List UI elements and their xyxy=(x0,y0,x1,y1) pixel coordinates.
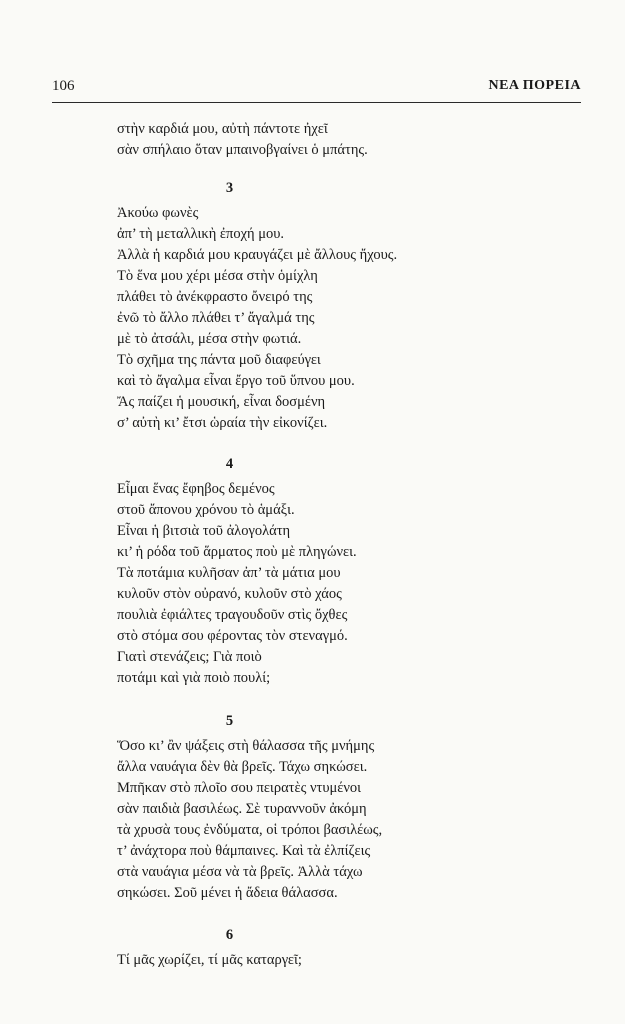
poem-line: τ’ ἀνάχτορα ποὺ θάμπαινες. Καὶ τὰ ἐλπίζεις xyxy=(117,843,371,859)
poem-line: Τὸ σχῆμα της πάντα μοῦ διαφεύγει xyxy=(117,352,321,368)
poem-line: Τὸ ἕνα μου χέρι μέσα στὴν ὁμίχλη xyxy=(117,268,318,284)
poem-line: στὴν καρδιά μου, αὐτὴ πάντοτε ἠχεῖ xyxy=(117,121,328,137)
poem-line: πλάθει τὸ ἀνέκφραστο ὄνειρό της xyxy=(117,289,313,305)
running-header xyxy=(52,78,581,103)
section-number: 5 xyxy=(225,713,234,729)
page-number: 106 xyxy=(52,78,75,94)
section-number: 3 xyxy=(225,180,234,196)
poem-line: Ἀλλὰ ἡ καρδιά μου κραυγάζει μὲ ἄλλους ἤχους. xyxy=(117,247,398,263)
poem-line: Εἶμαι ἕνας ἔφηβος δεμένος xyxy=(117,481,275,497)
section-4-stanza xyxy=(117,479,597,689)
poem-line: σ’ αὐτὴ κι’ ἔτσι ὡραία τὴν εἰκονίζει. xyxy=(117,415,328,431)
section-number: 4 xyxy=(225,456,234,472)
section-5-stanza xyxy=(117,736,597,904)
poem-line: ἄλλα ναυάγια δὲν θὰ βρεῖς. Τάχω σηκώσει. xyxy=(117,759,368,775)
poem-line: σὰν σπήλαιο ὅταν μπαινοβγαίνει ὁ μπάτης. xyxy=(117,142,368,158)
poem-line: Εἶναι ἡ βιτσιὰ τοῦ ἀλογολάτη xyxy=(117,523,291,539)
section-6-stanza xyxy=(117,950,597,971)
poem-line: σηκώσει. Σοῦ μένει ἡ ἄδεια θάλασσα. xyxy=(117,885,338,901)
poem-line: Τί μᾶς χωρίζει, τί μᾶς καταργεῖ; xyxy=(117,952,302,968)
section-number: 6 xyxy=(225,927,234,943)
poem-line: ἀπ’ τὴ μεταλλικὴ ἐποχή μου. xyxy=(117,226,285,242)
poem-line: στὸ στόμα σου φέροντας τὸν στεναγμό. xyxy=(117,628,348,644)
poem-line: καὶ τὸ ἄγαλμα εἶναι ἔργο τοῦ ὕπνου μου. xyxy=(117,373,355,389)
poem-line: Μπῆκαν στὸ πλοῖο σου πειρατὲς ντυμένοι xyxy=(117,780,362,796)
poem-body xyxy=(117,119,597,971)
poem-line: τὰ χρυσὰ τους ἐνδύματα, οἱ τρόποι βασιλέως, xyxy=(117,822,383,838)
poem-line: κυλοῦν στὸν οὐρανό, κυλοῦν στὸ χάος xyxy=(117,586,342,602)
poem-line: στοῦ ἄπονου χρόνου τὸ ἁμάξι. xyxy=(117,502,295,518)
poem-line: Τὰ ποτάμια κυλῆσαν ἀπ’ τὰ μάτια μου xyxy=(117,565,341,581)
poem-line: πουλιὰ ἐφιάλτες τραγουδοῦν στὶς ὄχθες xyxy=(117,607,348,623)
section-3-stanza xyxy=(117,203,597,434)
journal-title: ΝΕΑ ΠΟΡΕΙΑ xyxy=(488,78,581,93)
poem-line: Ἄς παίζει ἡ μουσική, εἶναι δοσμένη xyxy=(117,394,326,410)
poem-line: κι’ ἡ ρόδα τοῦ ἅρματος ποὺ μὲ πληγώνει. xyxy=(117,544,357,560)
poem-line: Ἀκούω φωνὲς xyxy=(117,205,199,221)
poem-line: Γιατὶ στενάζεις; Γιὰ ποιὸ xyxy=(117,649,262,665)
poem-line: ἐνῶ τὸ ἄλλο πλάθει τ’ ἄγαλμά της xyxy=(117,310,315,326)
poem-line: στὰ ναυάγια μέσα νὰ τὰ βρεῖς. Ἀλλὰ τάχω xyxy=(117,864,363,880)
opening-stanza xyxy=(117,119,597,161)
poem-line: μὲ τὸ ἀτσάλι, μέσα στὴν φωτιά. xyxy=(117,331,302,347)
poem-line: Ὅσο κι’ ἂν ψάξεις στὴ θάλασσα τῆς μνήμης xyxy=(117,738,375,754)
poem-line: ποτάμι καὶ γιὰ ποιὸ πουλί; xyxy=(117,670,271,686)
poem-line: σὰν παιδιὰ βασιλέως. Σὲ τυραννοῦν ἀκόμη xyxy=(117,801,367,817)
